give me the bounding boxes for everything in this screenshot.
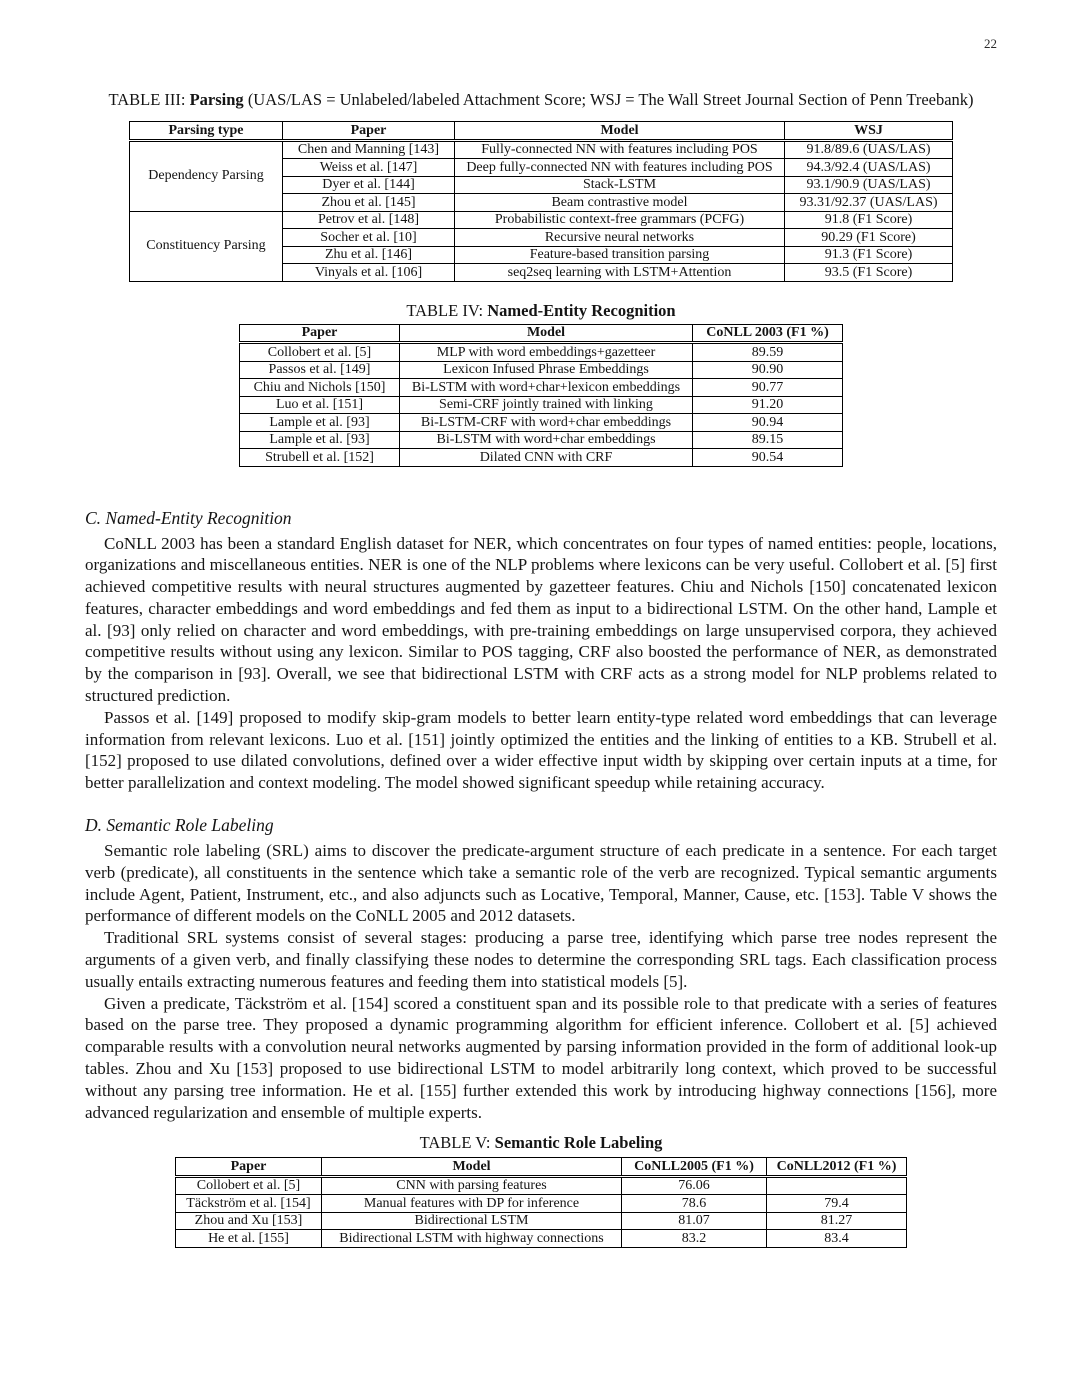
score-cell: 76.06 [622,1176,767,1195]
model-cell: Bi-LSTM-CRF with word+char embeddings [400,414,693,432]
model-cell: Semi-CRF jointly trained with linking [400,396,693,414]
score-cell: 91.8 (F1 Score) [785,211,953,229]
paper-cell: Luo et al. [151] [240,396,400,414]
model-cell: Recursive neural networks [455,229,785,247]
table-v-caption-title: Semantic Role Labeling [494,1133,663,1153]
model-cell: seq2seq learning with LSTM+Attention [455,264,785,282]
score-cell: 81.27 [767,1212,907,1230]
paper-cell: Zhou and Xu [153] [176,1212,322,1230]
score-cell: 91.20 [693,396,843,414]
score-cell: 90.90 [693,361,843,379]
column-header-paper: Paper [176,1158,322,1177]
paper-cell: Vinyals et al. [106] [283,264,455,282]
score-cell [767,1176,907,1195]
section-d-heading: D. Semantic Role Labeling [85,815,274,836]
parsing-type-cell: Dependency Parsing [130,140,283,211]
table-iv [239,324,843,467]
column-header-model: Model [322,1158,622,1177]
table-iv-caption [85,300,997,321]
column-header-model: Model [400,324,693,343]
table-row [240,343,843,362]
table-iv-caption-label: TABLE IV: [406,300,484,320]
score-cell: 93.31/92.37 (UAS/LAS) [785,194,953,212]
column-header-conll2005: CoNLL2005 (F1 %) [622,1158,767,1177]
column-header-wsj: WSJ [785,122,953,141]
column-header-conll2012: CoNLL2012 (F1 %) [767,1158,907,1177]
table-row [240,414,843,432]
score-cell: 91.8/89.6 (UAS/LAS) [785,140,953,159]
model-cell: MLP with word embeddings+gazetteer [400,343,693,362]
table-row [240,449,843,467]
table-row [176,1195,907,1213]
table-row [176,1230,907,1248]
paper-cell: Weiss et al. [147] [283,159,455,177]
score-cell: 93.5 (F1 Score) [785,264,953,282]
score-cell: 90.94 [693,414,843,432]
table-iii-caption-label: TABLE III: [108,90,186,109]
column-header-paper: Paper [283,122,455,141]
paper-cell: Täckström et al. [154] [176,1195,322,1213]
paper-cell: Zhou et al. [145] [283,194,455,212]
score-cell: 89.15 [693,431,843,449]
paper-cell: Chiu and Nichols [150] [240,379,400,397]
model-cell: Stack-LSTM [455,176,785,194]
score-cell: 78.6 [622,1195,767,1213]
table-row [130,122,953,141]
model-cell: Bi-LSTM with word+char embeddings [400,431,693,449]
model-cell: Bidirectional LSTM [322,1212,622,1230]
section-d-paragraph: Given a predicate, Täckström et al. [154] scored a constituent span and its possible role to that predicate with a series of features based on the parse tree. They proposed a dynamic programming algorithm for efficient inference. Collobert et al. [5] achieved comparable results with a convolution neural networks augmented by parsing information provided in the form of additional look-up tables. Zhou and Xu [153] proposed to use bidirectional LSTM to model arbitrarily long context, which proved to be successful without any parsing tree information. He et al. [155] further extended this work by introducing highway connections [156], more advanced regularization and ensemble of multiple experts. [85,993,997,1122]
score-cell: 79.4 [767,1195,907,1213]
score-cell: 90.77 [693,379,843,397]
parsing-type-cell: Constituency Parsing [130,211,283,281]
table-iii [129,121,953,282]
table-row [240,324,843,343]
table-iv-caption-title: Named-Entity Recognition [487,300,676,320]
model-cell: Feature-based transition parsing [455,246,785,264]
paper-cell: Lample et al. [93] [240,414,400,432]
table-row [176,1176,907,1195]
paper-cell: Petrov et al. [148] [283,211,455,229]
section-c-heading: C. Named-Entity Recognition [85,507,292,528]
score-cell: 90.29 (F1 Score) [785,229,953,247]
model-cell: Manual features with DP for inference [322,1195,622,1213]
column-header-conll2003: CoNLL 2003 (F1 %) [693,324,843,343]
table-iii-caption-note: (UAS/LAS = Unlabeled/labeled Attachment Score; WSJ = The Wall Street Journal Section of Penn Treebank) [247,90,974,109]
section-c-paragraph: CoNLL 2003 has been a standard English dataset for NER, which concentrates on four types of named entities: people, locations, organizations and miscellaneous entities. NER is one of the NLP problems where lexicons can be very useful. Collobert et al. [5] first achieved competitive results with neural structures augmented by gazetteer features. Chiu and Nichols [150] concatenated lexicon features, character embeddings and word embeddings and fed them as input to a bidirectional LSTM. On the other hand, Lample et al. [93] only relied on character and word embeddings, with pre-training embeddings on large unsupervised corpora, they achieved competitive results without using any lexicon. Similar to POS tagging, CRF also boosted the performance of NER, as demonstrated by the comparison in [93]. Overall, we see that bidirectional LSTM with CRF acts as a strong model for NLP problems related to structured prediction. [85,533,997,706]
table-row [240,379,843,397]
section-c-paragraph: Passos et al. [149] proposed to modify skip-gram models to better learn entity-type related word embeddings that can leverage information from relevant lexicons. Luo et al. [151] jointly optimized the entities and the linking of entities to a KB. Strubell et al. [152] proposed to use dilated convolutions, defined over a wider effective input width by skipping over certain inputs at a time, for better parallelization and context modeling. The model showed significant speedup while retaining accuracy. [85,707,997,793]
model-cell: Bidirectional LSTM with highway connections [322,1230,622,1248]
score-cell: 90.54 [693,449,843,467]
paper-cell: Dyer et al. [144] [283,176,455,194]
score-cell: 91.3 (F1 Score) [785,246,953,264]
page-number: 22 [984,36,997,51]
column-header-model: Model [455,122,785,141]
paper-cell: Lample et al. [93] [240,431,400,449]
score-cell: 94.3/92.4 (UAS/LAS) [785,159,953,177]
model-cell: Probabilistic context-free grammars (PCFG) [455,211,785,229]
table-row [240,361,843,379]
table-v-caption [85,1132,997,1153]
model-cell: Beam contrastive model [455,194,785,212]
paper-cell: Strubell et al. [152] [240,449,400,467]
model-cell: CNN with parsing features [322,1176,622,1195]
table-iii-caption-title: Parsing [189,90,244,109]
score-cell: 93.1/90.9 (UAS/LAS) [785,176,953,194]
table-row [176,1158,907,1177]
score-cell: 89.59 [693,343,843,362]
table-v [175,1157,907,1248]
section-d-paragraph: Traditional SRL systems consist of several stages: producing a parse tree, identifying which parse tree nodes represent the arguments of a given verb, and finally classifying these nodes to determine the corresponding SRL tags. Each classification process usually entails extracting numerous features and feeding them into statistical models [5]. [85,928,997,991]
model-cell: Bi-LSTM with word+char+lexicon embeddings [400,379,693,397]
paper-cell: Collobert et al. [5] [176,1176,322,1195]
table-row [130,140,953,159]
paper-cell: Chen and Manning [143] [283,140,455,159]
table-v-caption-label: TABLE V: [419,1133,491,1153]
score-cell: 81.07 [622,1212,767,1230]
model-cell: Deep fully-connected NN with features including POS [455,159,785,177]
table-row [176,1212,907,1230]
model-cell: Fully-connected NN with features including POS [455,140,785,159]
table-row [240,396,843,414]
table-row [130,211,953,229]
table-row [240,431,843,449]
column-header-parsing-type: Parsing type [130,122,283,141]
paper-cell: Zhu et al. [146] [283,246,455,264]
paper-cell: He et al. [155] [176,1230,322,1248]
table-iii-caption [85,89,997,110]
score-cell: 83.2 [622,1230,767,1248]
paper-cell: Passos et al. [149] [240,361,400,379]
section-d-paragraph: Semantic role labeling (SRL) aims to discover the predicate-argument structure of each predicate in a sentence. For each target verb (predicate), all constituents in the sentence which take a semantic role of the verb are recognized. Typical semantic arguments include Agent, Patient, Instrument, etc., and also adjuncts such as Locative, Temporal, Manner, Cause, etc. [153]. Table V shows the performance of different models on the CoNLL 2005 and 2012 datasets. [85,841,997,926]
column-header-paper: Paper [240,324,400,343]
model-cell: Dilated CNN with CRF [400,449,693,467]
paper-cell: Collobert et al. [5] [240,343,400,362]
model-cell: Lexicon Infused Phrase Embeddings [400,361,693,379]
paper-cell: Socher et al. [10] [283,229,455,247]
score-cell: 83.4 [767,1230,907,1248]
